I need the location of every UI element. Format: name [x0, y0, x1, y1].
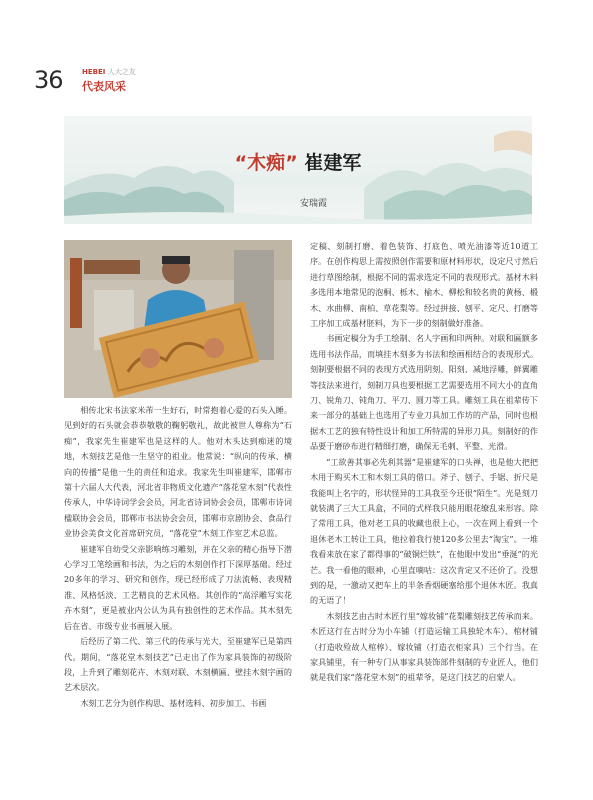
paragraph: “工欲善其事必先利其器”是崔建军的口头禅，也是他大把把木用于购买木工和木刻工具的借口。斧子、刨子、手锯、折尺是我能叫上名字的，形状怪异的工具我至今还很“陌生”。光是刻刀就装满了三大工具盒，不同的式样我只能用眼花缭乱来形容。除了常用工具，他对老工具的收藏也很上心，一次在网上看到一个退休老木工转让工具，他拉着我行使120多公里去“淘宝”。一堆我看来放在家了都得事的“破铜烂铁”，在他眼中发出“垂涎”的光芒。我一看他的眼神，心里直嘀咕：这次肯定又不还价了。没想到的是，一激动又把车上的半条香烟硬塞给那个退休木匠。我真的无语了！ [310, 456, 538, 606]
author: 安瑞霞 [300, 199, 328, 209]
paragraph: 书画定稿分为手工绘制、名人字画和印两种。对联和匾额多选用书法作品，而填挂木刻多为书法和绘画相结合的表现形式。刻制要根据不同的表现方式选用阴刻、阳刻、减地浮雕，鲜翼雕等技法来进行，刻制刀具也要根据工艺需要选用不同大小的直角刀、锐角刀、钝角刀、平刀、圆刀等工具。雕刻工具在祖辈传下来一部分的基础上也选用了专业刀具加工作坊的产品，同时也根据木工艺的独有特性设计和加工所特需的异形刀具。刻制好的作品要于磨砂布进行精细打磨，确保无毛刺、平整、光滑。 [310, 333, 538, 452]
paragraph: 木刻技艺由古时木匠行里“嫁妆铺”花梨雕刻技艺传承而来。木匠这行在古时分为小车铺（打造运输工具独轮木车）、棺材铺（打造收殓故人棺椁）、嫁妆铺（打造衣柜家具）三个行当。在家具铺里，有一种专门从事家具装饰部件刻制的专业匠人，他们就是我们家“落花堂木刻”的祖辈爷，是这门技艺的启蒙人。 [310, 610, 538, 683]
paragraph: 后经历了第二代、第三代的传承与光大，至崔建军已是第四代。期间，“落花堂木刻技艺”已走出了作为家具装饰的初级阶段，上升到了雕刻花卉、木刻对联、木刻横匾、壁挂木刻字画的艺术层次。 [64, 636, 292, 693]
column-name: 代表风采 [82, 80, 126, 93]
title-quote-close: ” [285, 152, 298, 174]
title-nickname: 木痴 [247, 152, 286, 174]
title-quote-open: “ [234, 152, 248, 174]
paragraph: 定稿、刻制打磨、着色装饰、打底色、喷光油漆等近10道工序。在创作构思上需按照创作需要和原材料形状，设定尺寸然后进行草图绘制，根据不同的需求选定不同的表现形式。基材木料多选用本地常见的泡桐、栎木、榆木、柳松和较名贵的黄杨、椴木、水曲柳、南柏、草花梨等。经过拼接、刨平、定尺、打磨等工序加工成基材胚料，为下一步的刻制做好准备。 [310, 241, 538, 329]
article-column-left [64, 403, 292, 711]
magazine-en: HEBEI [82, 68, 106, 76]
magazine-name [82, 67, 162, 77]
title-banner [64, 116, 532, 224]
paragraph: 相传北宋书法家米芾一生好石，时常抱着心爱的石头入睡。见到好的石头就会恭恭敬敬的鞠躬敬礼，故此被世人尊称为“石痴”，我家先生崔建军也是这样的人。他对木头达到痴迷的境地，木刻技艺是他一生坚守的祖业。他常说：“纵向的传承、横向的传播”是他一生的责任和追求。我家先生叫崔建军，邯郸市第十六届人大代表，河北省非物质文化遗产“落花堂木刻”代表性传承人，中华诗词学会会员，河北省诗词协会会员，邯郸市诗词楹联协会会员，邯郸市书法协会会员，邯郸市京剧协会、食品行业协会美食文化首席研究员，“落花堂”木刻工作室艺术总监。 [64, 405, 292, 539]
paragraph: 崔建军自幼受父亲影响练习雕刻，并在父亲的精心指导下潜心学习工笔绘画和书法，为之后的木刻创作打下深厚基础。经过20多年的学习、研究和创作，现已经形成了刀法流畅、表现精准、风格恬淡、工艺精良的艺术风格。其创作的“高浮雕写实花卉木刻”，更是被业内公认为具有独创性的艺术作品。其木刻先后在省、市级专业书画展入展。 [64, 543, 292, 631]
article-column-right [310, 239, 538, 686]
article-title [64, 148, 532, 175]
magazine-cn: 人大之友 [107, 68, 136, 76]
title-name: 崔建军 [304, 152, 362, 174]
page-number: 36 [34, 66, 63, 94]
paragraph: 木刻工艺分为创作构思、基材选料、初步加工、书画 [80, 697, 267, 708]
magazine-masthead [82, 67, 162, 94]
portrait-photo [64, 240, 292, 398]
